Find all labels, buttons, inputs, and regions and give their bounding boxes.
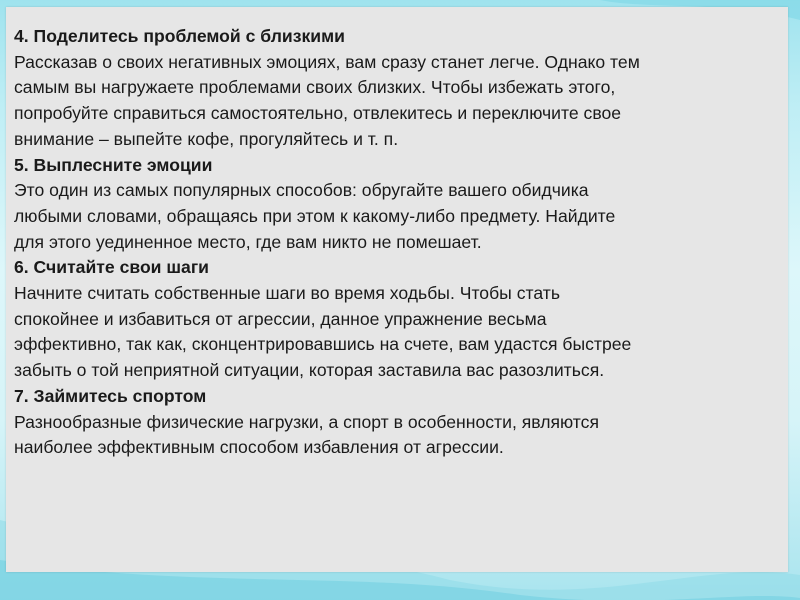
section-heading: 6. Считайте свои шаги xyxy=(14,257,209,278)
text-line: самым вы нагружаете проблемами своих близких. Чтобы избежать этого, xyxy=(14,77,616,98)
text-line: Рассказав о своих негативных эмоциях, вам сразу станет легче. Однако тем xyxy=(14,51,640,72)
text-line: эффективно, так как, сконцентрировавшись на счете, вам удастся быстрее xyxy=(14,334,632,355)
text-line: Разнообразные физические нагрузки, а спорт в особенности, являются xyxy=(14,411,599,432)
text-line: спокойнее и избавиться от агрессии, данное упражнение весьма xyxy=(14,308,547,329)
section-5 xyxy=(14,153,790,256)
text-line: для этого уединенное место, где вам никто не помешает. xyxy=(14,231,482,252)
section-7 xyxy=(14,384,790,461)
text-line: попробуйте справиться самостоятельно, отвлекитесь и переключите свое xyxy=(14,103,622,124)
content-panel xyxy=(6,7,788,572)
section-4 xyxy=(14,24,790,153)
section-heading: 4. Поделитесь проблемой с близкими xyxy=(14,26,345,46)
text-line: Начните считать собственные шаги во время ходьбы. Чтобы стать xyxy=(14,283,560,304)
text-line: любыми словами, обращаясь при этом к какому-либо предмету. Найдите xyxy=(14,205,616,226)
text-block xyxy=(14,24,790,461)
text-line: внимание – выпейте кофе, прогуляйтесь и т. п. xyxy=(14,128,399,149)
text-line: наиболее эффективным способом избавления от агрессии. xyxy=(14,437,504,458)
section-heading: 7. Займитесь спортом xyxy=(14,385,207,406)
section-6 xyxy=(14,255,790,384)
section-heading: 5. Выплесните эмоции xyxy=(14,154,213,175)
text-line: забыть о той неприятной ситуации, которая заставила вас разозлиться. xyxy=(14,360,605,381)
text-line: Это один из самых популярных способов: обругайте вашего обидчика xyxy=(14,180,589,201)
